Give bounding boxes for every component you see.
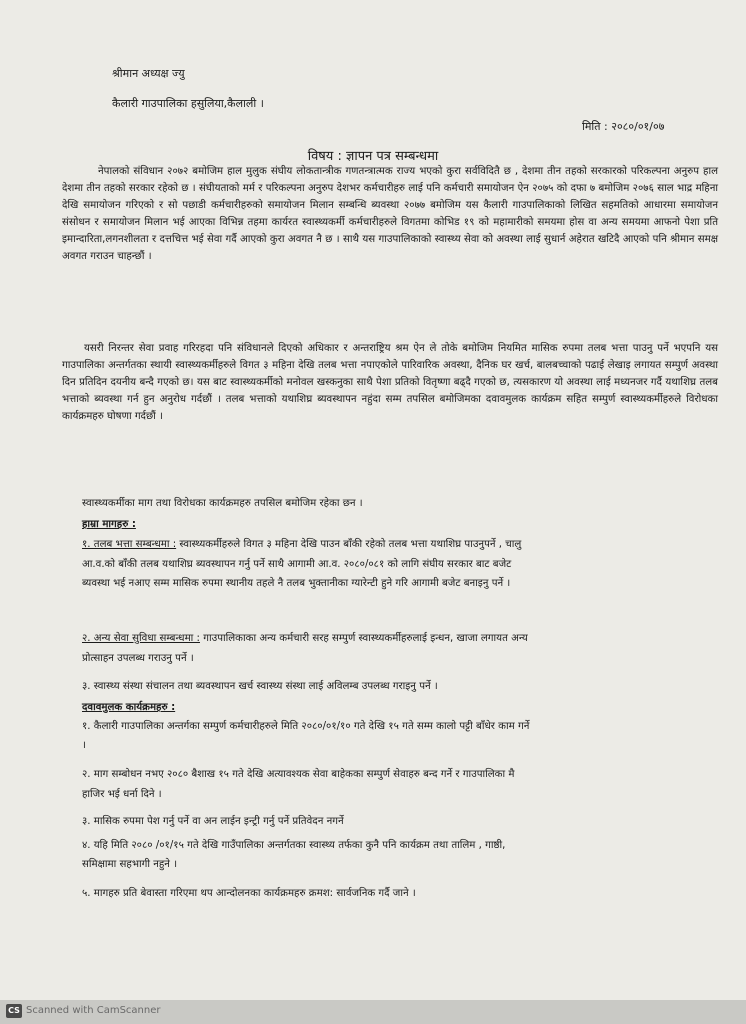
program-1-line-1: १. कैलारी गाउपालिका अन्तर्गका सम्पुर्ण कर्मचारीहरुले मिति २०८०/०१/१० गते देखि १५ गते सम्म कालो पट्टी बाँधेर काम गर्ने <box>82 721 530 732</box>
program-2-line-2: हाजिर भई धर्ना दिने । <box>82 789 162 800</box>
letter-subject: विषय : ज्ञापन पत्र सम्बन्धमा <box>307 149 439 164</box>
salutation: श्रीमान अध्यक्ष ज्यु <box>112 67 185 80</box>
demand-2-label: २. अन्य सेवा सुविधा सम्बन्धमा : <box>82 633 200 644</box>
program-2-line-1: २. माग सम्बोधन नभए २०८० बैशाख १५ गते देखि अत्यावश्यक सेवा बाहेकका सम्पुर्ण सेवाहरु बन्द गर्ने र गाउपालिका मै <box>82 769 515 780</box>
demand-1-label: १. तलब भत्ता सम्बन्धमा : <box>82 539 177 550</box>
paragraph-1: नेपालको संविधान २०७२ बमोजिम हाल मुलुक संघीय लोकतान्त्रीक गणतन्त्रात्मक राज्य भएको कुरा सर्वविदितै छ , देशमा तीन तहको सरकारको परिकल्पना अनुरुप हाल देशमा तीन तहको सरकार रहेको छ । संघीयताको मर्म र परिकल्पना अनुरुप देशभर कर्मचारीहरु लाई पनि कर्मचारी समायोजन ऐन २०७५ को दफा ७ बमोजिम २०७६ साल भाद्र महिना देखि समायोजन गरिएको र सो पछाडी कर्मचारीहरुको समायोजन मिलान सम्बन्धि ब्यवस्था २०७७ बमोजिम यस कैलारी गाउपालिकाको लिखित सहमतिको आधारमा समायोजन संसोधन र समायोजन मिलान भई आएका विभिन्न तहमा कार्यरत स्वास्थ्यकर्मी कर्मचारीहरुले विगतमा कोभिड १९ को महामारीको समयमा होस वा अन्य समयमा आफनो पेशा प्रति इमान्दारिता,लगनशीलता र दत्तचित्त भई सेवा गर्दै आएको कुरा अवगत नै छ । साथै यस गाउपालिकाको स्वास्थ्य सेवा को अवस्था लाई सुधार्न अहेरात खटिदै आएको पनि श्रीमान समक्ष अवगत गराउन चाहन्छौं । <box>62 166 718 263</box>
demand-1-line-1 <box>82 536 718 553</box>
demand-2-line-1 <box>82 630 718 647</box>
demand-1-line-3: ब्यवस्था भई नआए सम्म मासिक रुपमा स्थानीय तहले नै तलब भुक्तानीका ग्यारेन्टी हुने गरि आगामी बजेट बनाइनु पर्ने । <box>82 578 511 589</box>
letter-date: मिति : २०८०/०१/०७ <box>582 120 665 133</box>
demand-2-line-2: प्रोत्साहन उपलब्ध गराउनु पर्ने । <box>82 653 194 664</box>
program-3: ३. मासिक रुपमा पेश गर्नु पर्ने वा अन लाईन इन्ट्री गर्नु पर्ने प्रतिवेदन नगर्ने <box>82 816 344 827</box>
demands-heading: हाम्रा मागहरु : <box>82 519 136 530</box>
pressure-programs-heading: दवावमुलक कार्यक्रमहरु : <box>82 702 176 713</box>
demand-1-line-2: आ.व.को बाँकी तलब यथाशिघ्र ब्यवस्थापन गर्नु पर्ने साथै आगामी आ.व. २०८०/०८१ को लागि संघीय सरकार बाट बजेट <box>82 559 512 570</box>
demand-2-text: गाउपालिकाका अन्य कर्मचारी सरह सम्पुर्ण स्वास्थ्यकर्मीहरुलाई इन्धन, खाजा लगायत अन्य <box>203 633 528 644</box>
program-4-line-1: ४. यहि मिति २०८० /०१/१५ गते देखि गाउँपालिका अन्तर्गतका स्वास्थ्य तर्फका कुनै पनि कार्यक्रम तथा तालिम , गाष्ठी, <box>82 840 506 851</box>
addressee: कैलारी गाउपालिका हसुलिया,कैलाली । <box>112 97 264 110</box>
demand-1-text: स्वास्थ्यकर्मीहरुले विगत ३ महिना देखि पाउन बाँकी रहेको तलब भत्ता यथाशिघ्र पाउनुपर्ने , चालु <box>179 539 522 550</box>
program-5: ५. मागहरु प्रति बेवास्ता गरिएमा थप आन्दोलनका कार्यक्रमहरु क्रमश: सार्वजनिक गर्दै जाने । <box>82 888 416 899</box>
program-4-line-2: समिक्षामा सहभागी नहुने । <box>82 859 178 870</box>
demand-3: ३. स्वास्थ्य संस्था संचालन तथा ब्यवस्थापन खर्च स्वास्थ्य संस्था लाई अविलम्ब उपलब्ध गराइनु पर्ने । <box>82 681 438 692</box>
scanner-watermark <box>6 1004 161 1018</box>
camscanner-logo-icon: CS <box>6 1004 22 1018</box>
scanner-text: Scanned with CamScanner <box>26 1005 161 1016</box>
program-1-line-2: । <box>82 740 86 751</box>
demands-intro: स्वास्थ्यकर्मीका माग तथा विरोधका कार्यक्रमहरु तपसिल बमोजिम रहेका छन । <box>82 498 363 509</box>
paragraph-2: यसरी निरन्तर सेवा प्रवाह गरिरहदा पनि संविधानले दिएको अधिकार र अन्तराष्ट्रिय श्रम ऐन ले तोके बमोजिम नियमित मासिक रुपमा तलब भत्ता पाउनु पर्ने भएपनि यस गाउपालिका अन्तर्गतका स्थायी स्वास्थ्यकर्मीहरुले विगत ३ महिना देखि तलब भत्ता नपाएकोले पारिवारिक अवस्था, दैनिक घर खर्च, बालबच्चाको पढाई लेखाइ लगायत सम्पुर्ण अवस्था दिन प्रतिदिन दयनीय बन्दै गएको छ। यस बाट स्वास्थ्यकर्मीको मनोवल खस्कनुका साथै पेशा प्रतिको वितृष्णा बढ्दै गएको छ, त्यसकारण यो अवस्था लाई मध्यनजर गर्दै यथाशिघ्र तलब भत्ताको ब्यवस्था गर्न हुन अनुरोध गर्दछौं । तलब भत्ताको यथाशिघ्र ब्यवस्थापन नहुंदा सम्म तपसिल बमोजिमका दवावमुलक कार्यक्रम सहित सम्पुर्ण स्वास्थ्यकर्मीहरुले विरोधका कार्यक्रमहरु घोषणा गर्दछौं । <box>62 343 718 423</box>
